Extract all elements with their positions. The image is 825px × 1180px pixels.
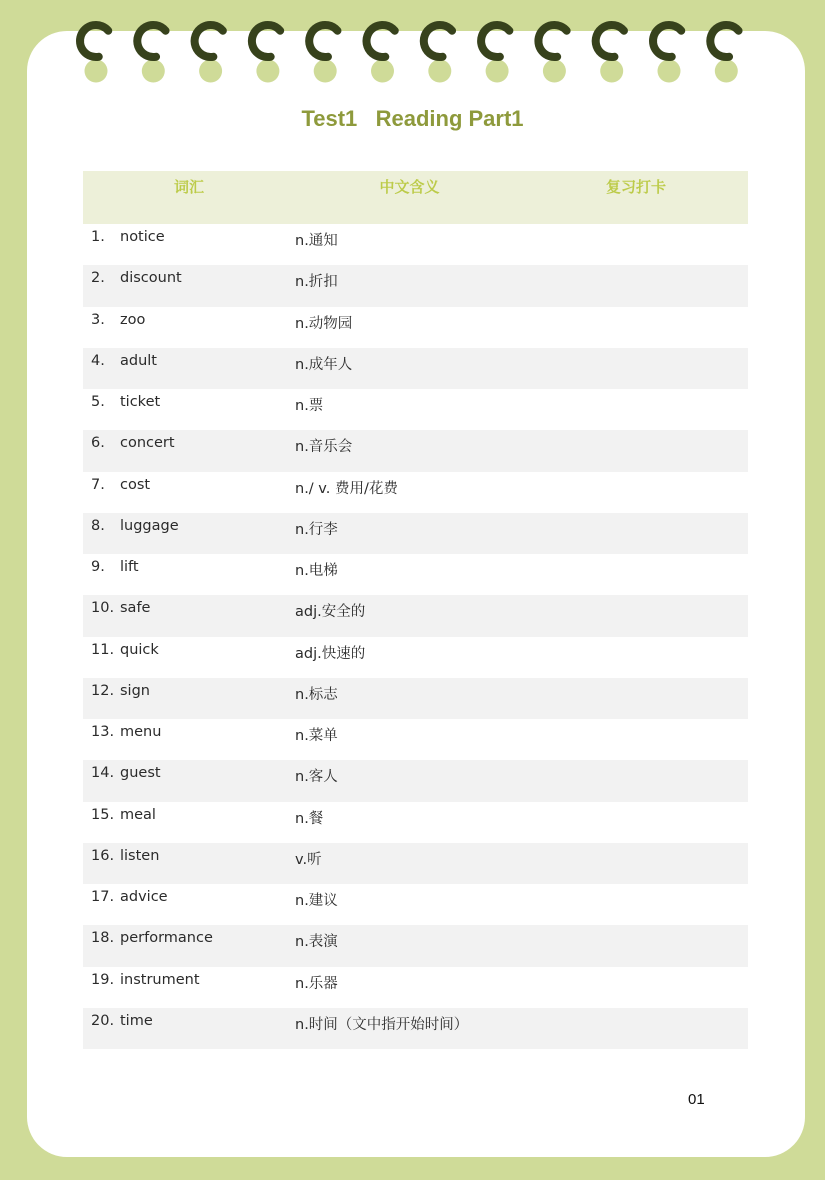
word-cell	[83, 925, 295, 966]
review-check-cell[interactable]	[524, 760, 748, 801]
row-number: 3.	[91, 311, 105, 328]
table-row	[83, 760, 748, 801]
table-row	[83, 265, 748, 306]
meaning-cell: n.标志	[295, 686, 338, 703]
review-check-cell[interactable]	[524, 843, 748, 884]
review-check-cell[interactable]	[524, 595, 748, 636]
binding-hole	[658, 60, 681, 83]
review-check-cell[interactable]	[524, 265, 748, 306]
row-number: 12.	[91, 682, 115, 699]
meaning-cell: v.听	[295, 851, 322, 868]
table-row	[83, 472, 748, 513]
meaning-cell: n.音乐会	[295, 439, 353, 456]
word-cell	[83, 719, 295, 760]
review-check-cell[interactable]	[524, 513, 748, 554]
binding-ring-arc	[596, 25, 624, 57]
binding-ring-arc	[538, 25, 566, 57]
spiral-binding	[0, 0, 825, 90]
meaning-cell: adj.安全的	[295, 604, 366, 621]
binding-ring-arc	[137, 25, 165, 57]
header-review-check: 复习打卡	[605, 179, 666, 196]
word: zoo	[120, 311, 146, 328]
row-number: 11.	[91, 641, 115, 658]
binding-hole	[85, 60, 108, 83]
meaning-cell: n.建议	[295, 893, 338, 909]
vocab-table	[83, 171, 748, 1049]
review-check-cell[interactable]	[524, 348, 748, 389]
word: sign	[120, 682, 150, 699]
row-number: 7.	[91, 476, 105, 493]
binding-ring-arc	[252, 25, 280, 57]
table-row	[83, 389, 748, 430]
word-cell	[83, 307, 295, 348]
word: adult	[120, 352, 157, 369]
word: menu	[120, 724, 162, 740]
table-row	[83, 348, 748, 389]
binding-ring	[481, 25, 509, 83]
binding-ring	[80, 25, 108, 82]
table-row	[83, 554, 748, 595]
review-check-cell[interactable]	[524, 472, 748, 513]
binding-ring-arc	[195, 25, 223, 57]
meaning-cell: n.通知	[295, 233, 338, 249]
binding-ring-arc	[710, 25, 738, 57]
binding-ring	[538, 25, 566, 83]
word-cell	[83, 224, 295, 265]
binding-ring	[137, 25, 165, 83]
word: luggage	[120, 517, 179, 534]
row-number: 15.	[91, 806, 115, 823]
word-cell	[83, 554, 295, 595]
word-cell	[83, 678, 295, 719]
binding-hole	[371, 60, 394, 83]
word: advice	[120, 889, 168, 905]
word: time	[120, 1012, 153, 1029]
review-check-cell[interactable]	[524, 389, 748, 430]
review-check-cell[interactable]	[524, 637, 748, 678]
meaning-cell: n.客人	[295, 769, 338, 786]
word-cell	[83, 802, 295, 843]
word: listen	[120, 847, 160, 864]
review-check-cell[interactable]	[524, 307, 748, 348]
binding-ring	[367, 25, 395, 83]
binding-ring-arc	[481, 25, 509, 57]
header-word: 词汇	[173, 179, 204, 196]
word: performance	[120, 930, 213, 947]
row-number: 18.	[91, 930, 115, 947]
table-row	[83, 224, 748, 265]
binding-hole	[314, 60, 337, 83]
table-row	[83, 637, 748, 678]
table-row	[83, 719, 748, 760]
binding-hole	[428, 60, 451, 83]
meaning-cell: n.折扣	[295, 274, 338, 291]
binding-hole	[715, 60, 738, 83]
meaning-cell: n./ v. 费用/花费	[295, 480, 398, 497]
word-cell	[83, 348, 295, 389]
word-cell	[83, 967, 295, 1008]
word: ticket	[120, 394, 161, 410]
row-number: 13.	[91, 724, 115, 740]
meaning-cell: n.电梯	[295, 563, 338, 579]
row-number: 14.	[91, 765, 115, 782]
binding-ring-arc	[424, 25, 452, 57]
meaning-cell: n.票	[295, 398, 324, 414]
review-check-cell[interactable]	[524, 719, 748, 760]
binding-hole	[543, 60, 566, 83]
binding-ring	[424, 25, 452, 83]
meaning-cell: n.时间（文中指开始时间）	[295, 1016, 469, 1033]
row-number: 17.	[91, 889, 115, 905]
binding-ring	[252, 25, 280, 83]
table-row	[83, 430, 748, 471]
word: cost	[120, 476, 151, 493]
word-cell	[83, 1008, 295, 1049]
binding-ring-arc	[653, 25, 681, 57]
binding-ring	[309, 25, 337, 83]
review-check-cell[interactable]	[524, 925, 748, 966]
binding-hole	[486, 60, 509, 83]
meaning-cell: n.成年人	[295, 356, 353, 373]
row-number: 4.	[91, 352, 105, 369]
review-check-cell[interactable]	[524, 224, 748, 265]
table-row	[83, 1008, 748, 1049]
review-check-cell[interactable]	[524, 1008, 748, 1049]
row-number: 10.	[91, 600, 115, 617]
word-cell	[83, 265, 295, 306]
binding-ring	[596, 25, 624, 83]
word: lift	[120, 559, 139, 575]
word: quick	[120, 641, 159, 658]
review-check-cell[interactable]	[524, 430, 748, 471]
review-check-cell[interactable]	[524, 678, 748, 719]
review-check-cell[interactable]	[524, 554, 748, 595]
word-cell	[83, 637, 295, 678]
word: instrument	[120, 971, 200, 988]
header-meaning: 中文含义	[379, 179, 440, 196]
table-row	[83, 843, 748, 884]
row-number: 16.	[91, 847, 115, 864]
row-number: 9.	[91, 559, 105, 575]
review-check-cell[interactable]	[524, 884, 748, 925]
table-row	[83, 884, 748, 925]
word-cell	[83, 472, 295, 513]
binding-hole	[199, 60, 222, 83]
word-cell	[83, 389, 295, 430]
meaning-cell: n.乐器	[295, 975, 338, 992]
table-row	[83, 802, 748, 843]
word: discount	[120, 270, 182, 287]
binding-ring-arc	[309, 25, 337, 57]
meaning-cell: n.菜单	[295, 728, 338, 744]
word-cell	[83, 595, 295, 636]
table-row	[83, 678, 748, 719]
binding-ring	[195, 25, 223, 83]
table-row	[83, 513, 748, 554]
table-row	[83, 307, 748, 348]
binding-hole	[256, 60, 279, 83]
row-number: 8.	[91, 517, 105, 534]
word-cell	[83, 513, 295, 554]
row-number: 5.	[91, 394, 105, 410]
word-cell	[83, 884, 295, 925]
word-cell	[83, 760, 295, 801]
word: guest	[120, 765, 161, 782]
review-check-cell[interactable]	[524, 967, 748, 1008]
binding-ring	[653, 25, 681, 82]
page-title: Test1 Reading Part1	[301, 106, 524, 131]
meaning-cell: adj.快速的	[295, 645, 366, 662]
meaning-cell: n.行李	[295, 521, 338, 538]
binding-ring-arc	[367, 25, 395, 57]
meaning-cell: n.动物园	[295, 315, 353, 332]
meaning-cell: n.餐	[295, 810, 324, 827]
page-number: 01	[688, 1091, 705, 1108]
table-row	[83, 967, 748, 1008]
row-number: 19.	[91, 971, 115, 988]
word: meal	[120, 806, 156, 823]
binding-hole	[600, 60, 623, 83]
word: notice	[120, 229, 165, 245]
meaning-cell: n.表演	[295, 934, 338, 951]
row-number: 1.	[91, 229, 105, 245]
word: safe	[120, 600, 151, 617]
table-header-row	[83, 171, 748, 224]
review-check-cell[interactable]	[524, 802, 748, 843]
word: concert	[120, 435, 175, 452]
table-row	[83, 925, 748, 966]
word-cell	[83, 843, 295, 884]
binding-ring	[710, 25, 738, 83]
row-number: 2.	[91, 270, 105, 287]
table-row	[83, 595, 748, 636]
row-number: 6.	[91, 435, 105, 452]
binding-hole	[142, 60, 165, 83]
word-cell	[83, 430, 295, 471]
row-number: 20.	[91, 1012, 115, 1029]
binding-ring-arc	[80, 25, 108, 57]
